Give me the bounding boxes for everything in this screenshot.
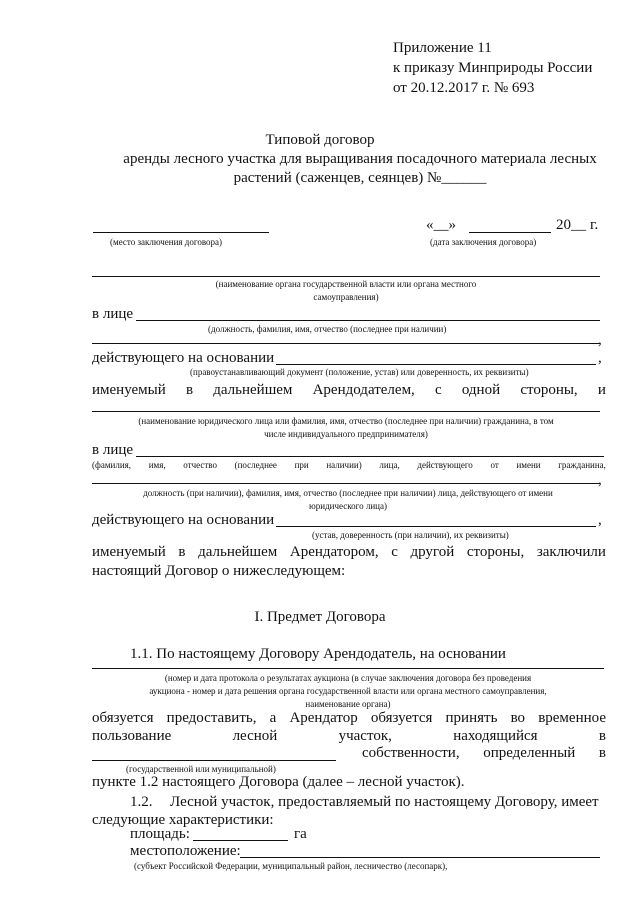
place-caption: (место заключения договора) xyxy=(110,237,223,247)
tenant-person-caption-2: должность (при наличии), фамилия, имя, отчество (последнее при наличии) лица, действующего от имени xyxy=(143,488,553,498)
word: и xyxy=(597,382,606,398)
word: участок, xyxy=(338,728,392,744)
landlord-org-caption-1: (наименование органа государственной власти или органа местного xyxy=(215,279,477,289)
ownership-line xyxy=(362,745,606,762)
word: дальнейшем xyxy=(213,382,293,398)
date-year: 20__ xyxy=(556,217,586,233)
comma: , xyxy=(598,512,602,528)
appendix-order: к приказу Минприроды России xyxy=(393,60,593,76)
word: во xyxy=(510,710,526,726)
word: другой xyxy=(410,544,455,560)
word: принять xyxy=(445,710,498,726)
word: временное xyxy=(538,710,606,726)
tenant-name-caption-2: числе индивидуального предпринимателя) xyxy=(264,429,428,439)
word: с xyxy=(435,382,442,398)
tenant-basis-caption: (устав, доверенность (при наличии), их реквизиты) xyxy=(312,530,509,540)
word: определенный xyxy=(483,745,576,761)
word: в xyxy=(598,728,606,744)
word: предоставить, xyxy=(166,710,257,726)
word: заключили xyxy=(536,544,606,560)
date-month-field[interactable] xyxy=(469,232,551,233)
date-caption: (дата заключения договора) xyxy=(430,237,537,247)
tenant-named-line xyxy=(92,544,606,561)
comma: , xyxy=(598,332,602,348)
place-field[interactable] xyxy=(93,232,269,233)
tenant-person-field[interactable] xyxy=(136,456,604,457)
word: при xyxy=(294,460,309,470)
word: от xyxy=(490,460,499,470)
word: имени xyxy=(516,460,541,470)
landlord-person-field-2[interactable] xyxy=(92,343,600,344)
word: с xyxy=(391,544,398,560)
auction-caption-1: (номер и дата протокола о результатах аукциона (в случае заключения договора без проведения xyxy=(164,673,532,683)
area-label: площадь: xyxy=(130,826,190,842)
landlord-org-caption-2: самоуправления) xyxy=(313,292,379,302)
clause-1-2-line-2: следующие характеристики: xyxy=(92,812,274,828)
landlord-person-caption: (должность, фамилия, имя, отчество (последнее при наличии) xyxy=(208,324,447,334)
landlord-basis-caption: (правоустанавливающий документ (положение, устав) или доверенность, их реквизиты) xyxy=(190,367,529,377)
word: наличии) xyxy=(326,460,362,470)
clause-1-1: 1.1. По настоящему Договору Арендодатель, на основании xyxy=(130,646,506,662)
tenant-basis-field[interactable] xyxy=(276,526,596,527)
tenant-person-caption-1 xyxy=(92,460,606,470)
word: действующего xyxy=(417,460,473,470)
word: в xyxy=(178,544,186,560)
appendix-date: от 20.12.2017 г. № 693 xyxy=(393,80,535,96)
appendix-number: Приложение 11 xyxy=(393,40,492,56)
use-line xyxy=(92,728,606,745)
document-title: Типовой договор xyxy=(265,132,375,148)
landlord-acting-label: действующего на основании xyxy=(92,350,275,366)
word: а xyxy=(269,710,277,726)
word: Арендатором, xyxy=(289,544,379,560)
tenant-named-line-2: настоящий Договор о нижеследующем: xyxy=(92,563,346,579)
word: в xyxy=(598,745,606,761)
word: стороны, xyxy=(466,544,525,560)
word: (последнее xyxy=(234,460,277,470)
auction-caption-3: наименование органа) xyxy=(305,699,391,709)
obliges-line xyxy=(92,710,606,727)
word: отчество xyxy=(183,460,217,470)
word: лица, xyxy=(379,460,400,470)
section-heading: I. Предмет Договора xyxy=(254,609,386,625)
word: гражданина, xyxy=(558,460,606,470)
date-day: «__» xyxy=(426,217,456,233)
word: находящийся xyxy=(453,728,538,744)
ownership-type-field[interactable] xyxy=(92,760,336,761)
comma: , xyxy=(598,472,602,488)
location-caption: (субъект Российской Федерации, муниципальный район, лесничество (лесопарк), xyxy=(134,861,448,871)
area-field[interactable] xyxy=(193,840,288,841)
landlord-basis-field[interactable] xyxy=(276,364,596,365)
word: обязуется xyxy=(92,710,154,726)
clause-1-1-end: пункте 1.2 настоящего Договора (далее – лесной участок). xyxy=(92,774,465,790)
clause-1-2: Лесной участок, предоставляемый по настоящему Договору, имеет xyxy=(170,794,599,810)
word: дальнейшем xyxy=(198,544,278,560)
word: Арендатор xyxy=(289,710,358,726)
landlord-named-line xyxy=(92,382,606,399)
word: собственности, xyxy=(362,745,460,761)
word: (фамилия, xyxy=(92,460,132,470)
ownership-caption: (государственной или муниципальной) xyxy=(126,764,276,774)
location-field[interactable] xyxy=(240,857,600,858)
word: лесной xyxy=(232,728,278,744)
tenant-name-caption-1: (наименование юридического лица или фамилия, имя, отчество (последнее при наличии) гражданина, в том xyxy=(138,416,554,426)
word: одной xyxy=(461,382,501,398)
document-subtitle-2: растений (саженцев, сеянцев) №______ xyxy=(233,170,487,186)
word: стороны, xyxy=(520,382,578,398)
clause-1-2-number: 1.2. xyxy=(130,794,153,810)
landlord-person-field[interactable] xyxy=(136,320,600,321)
word: имя, xyxy=(148,460,166,470)
location-label: местоположение: xyxy=(130,843,241,859)
landlord-in-person-label: в лице xyxy=(92,306,134,322)
comma: , xyxy=(598,350,602,366)
tenant-person-caption-3: юридического лица) xyxy=(309,501,387,511)
word: Арендодателем, xyxy=(312,382,415,398)
tenant-in-person-label: в лице xyxy=(92,442,134,458)
landlord-org-field[interactable] xyxy=(92,276,600,277)
word: именуемый xyxy=(92,544,166,560)
word: в xyxy=(185,382,194,398)
auction-caption-2: аукциона - номер и дата решения органа государственной власти или органа местного самоуправления, xyxy=(149,686,547,696)
area-unit: га xyxy=(294,826,307,842)
document-subtitle-1: аренды лесного участка для выращивания посадочного материала лесных xyxy=(123,151,597,167)
tenant-person-field-2[interactable] xyxy=(92,483,600,484)
tenant-acting-label: действующего на основании xyxy=(92,512,275,528)
word: именуемый xyxy=(92,382,166,398)
word: пользование xyxy=(92,728,172,744)
word: обязуется xyxy=(370,710,433,726)
auction-protocol-field[interactable] xyxy=(92,668,604,669)
tenant-name-field[interactable] xyxy=(92,411,600,412)
date-year-suffix: г. xyxy=(590,217,599,233)
